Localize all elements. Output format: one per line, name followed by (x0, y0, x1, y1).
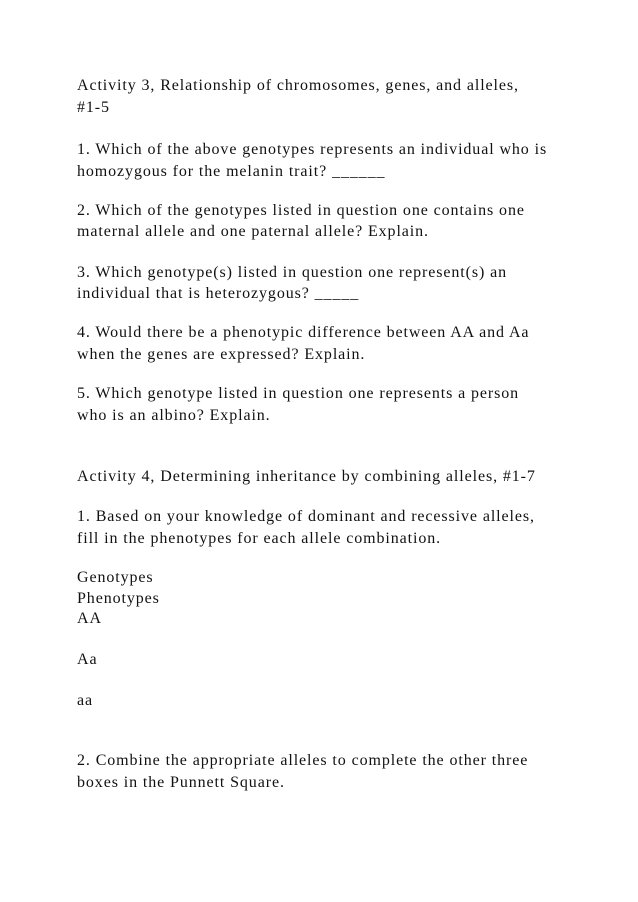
activity3-question-5: 5. Which genotype listed in question one represents a person (77, 385, 520, 402)
activity3-heading-range: #1-5 (77, 99, 110, 116)
activity3-question-4: 4. Would there be a phenotypic difference between AA and Aa (77, 324, 530, 341)
activity3-question-1: 1. Which of the above genotypes represents an individual who is (77, 141, 548, 158)
activity4-question-2: 2. Combine the appropriate alleles to complete the other three (77, 752, 529, 769)
genotype-row-aa-recessive: aa (77, 692, 94, 709)
activity3-question-1-cont: homozygous for the melanin trait? ______ (77, 163, 386, 180)
activity3-question-2: 2. Which of the genotypes listed in question one contains one (77, 202, 525, 219)
genotype-row-aa-hetero: Aa (77, 651, 98, 668)
activity4-question-1: 1. Based on your knowledge of dominant and recessive alleles, (77, 508, 535, 525)
activity4-heading: Activity 4, Determining inheritance by combining alleles, #1-7 (77, 468, 536, 485)
activity3-question-5-cont: who is an albino? Explain. (77, 407, 271, 424)
activity4-question-1-cont: fill in the phenotypes for each allele combination. (77, 530, 442, 547)
activity3-question-2-cont: maternal allele and one paternal allele? Explain. (77, 223, 429, 240)
genotype-row-aa-dominant: AA (77, 610, 102, 627)
activity3-heading: Activity 3, Relationship of chromosomes, genes, and alleles, (77, 77, 519, 94)
activity4-question-2-cont: boxes in the Punnett Square. (77, 774, 285, 791)
phenotypes-header: Phenotypes (77, 590, 160, 607)
activity3-question-3-cont: individual that is heterozygous? _____ (77, 285, 360, 302)
genotypes-header: Genotypes (77, 569, 154, 586)
activity3-question-3: 3. Which genotype(s) listed in question one represent(s) an (77, 264, 508, 281)
activity3-question-4-cont: when the genes are expressed? Explain. (77, 346, 366, 363)
